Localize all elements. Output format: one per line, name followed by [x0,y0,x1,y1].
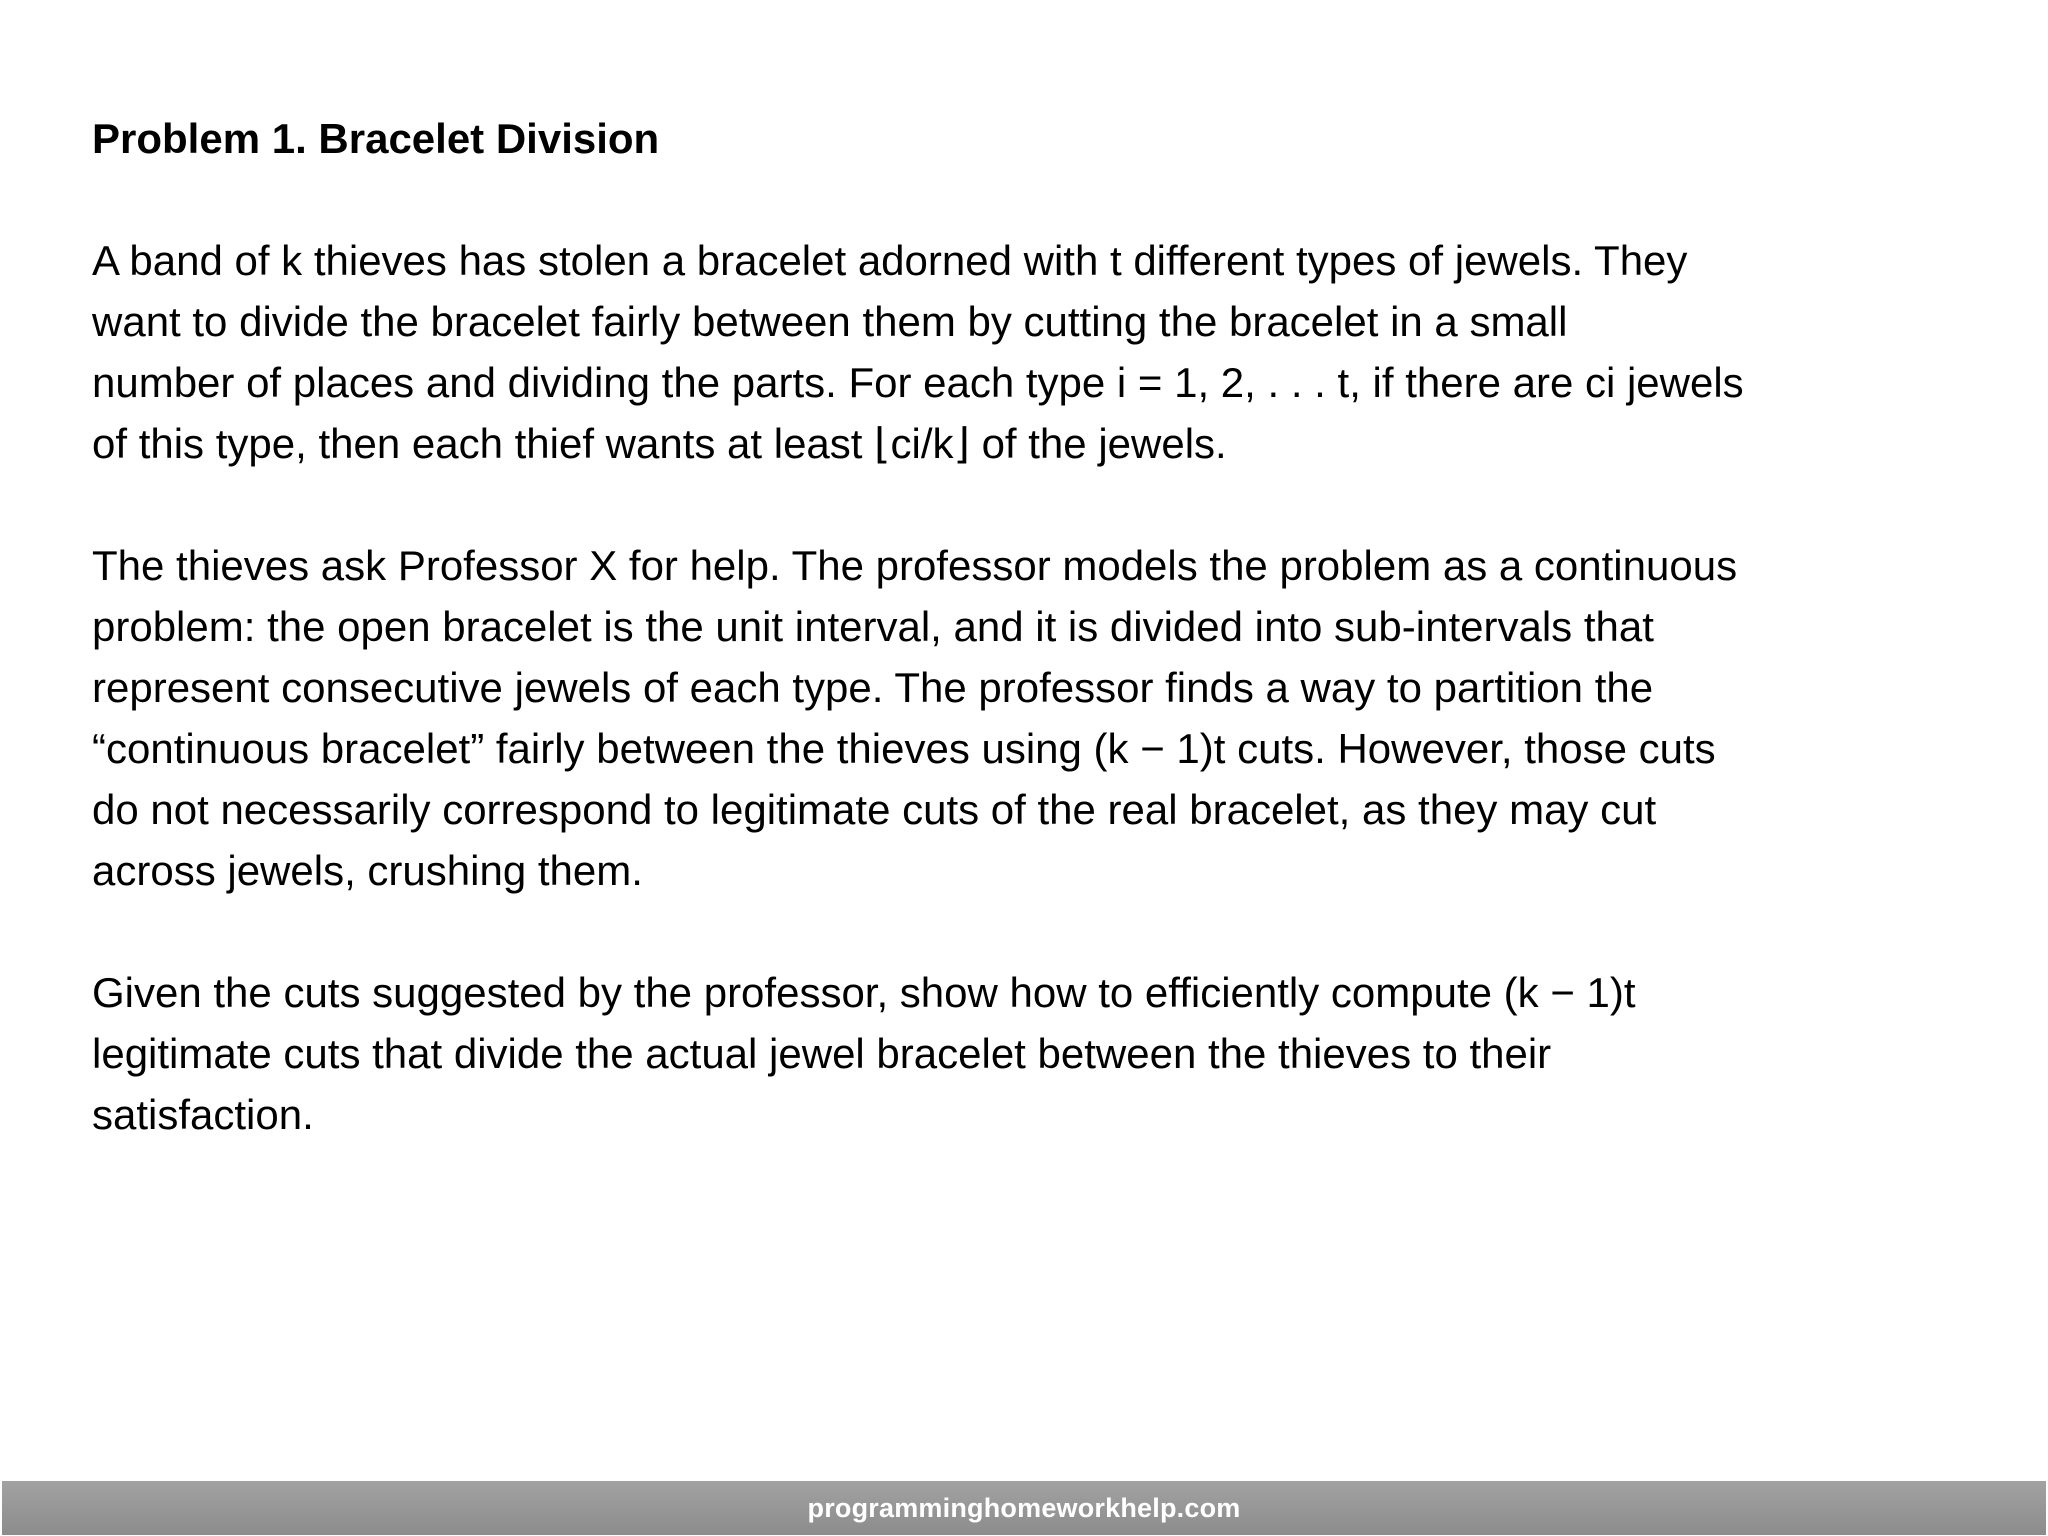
text-line: satisfaction. [92,1091,314,1138]
text-line: legitimate cuts that divide the actual jewel bracelet between the thieves to their [92,1030,1552,1077]
text-line: problem: the open bracelet is the unit interval, and it is divided into sub-intervals that [92,603,1654,650]
text-line: want to divide the bracelet fairly between them by cutting the bracelet in a small [92,298,1568,345]
text-line: A band of k thieves has stolen a bracelet adorned with t different types of jewels. They [92,237,1688,284]
text-line: number of places and dividing the parts. For each type i = 1, 2, . . . t, if there are ci jewels [92,359,1744,406]
problem-content [92,108,1992,1206]
text-line: do not necessarily correspond to legitimate cuts of the real bracelet, as they may cut [92,786,1657,833]
text-line: represent consecutive jewels of each type. The professor finds a way to partition the [92,664,1654,711]
paragraph-problem-statement [92,230,1992,474]
text-line: “continuous bracelet” fairly between the thieves using (k − 1)t cuts. However, those cuts [92,725,1716,772]
text-line: of this type, then each thief wants at least ⌊ci/k⌋ of the jewels. [92,420,1227,467]
text-line: Given the cuts suggested by the professor, show how to efficiently compute (k − 1)t [92,969,1636,1016]
paragraph-professor-model [92,535,1992,901]
paragraph-task [92,962,1992,1145]
text-line: The thieves ask Professor X for help. The professor models the problem as a continuous [92,542,1738,589]
footer-bar [2,1481,2046,1535]
text-line: across jewels, crushing them. [92,847,643,894]
problem-title: Problem 1. Bracelet Division [92,115,660,162]
footer-website-text: programminghomeworkhelp.com [807,1492,1241,1523]
